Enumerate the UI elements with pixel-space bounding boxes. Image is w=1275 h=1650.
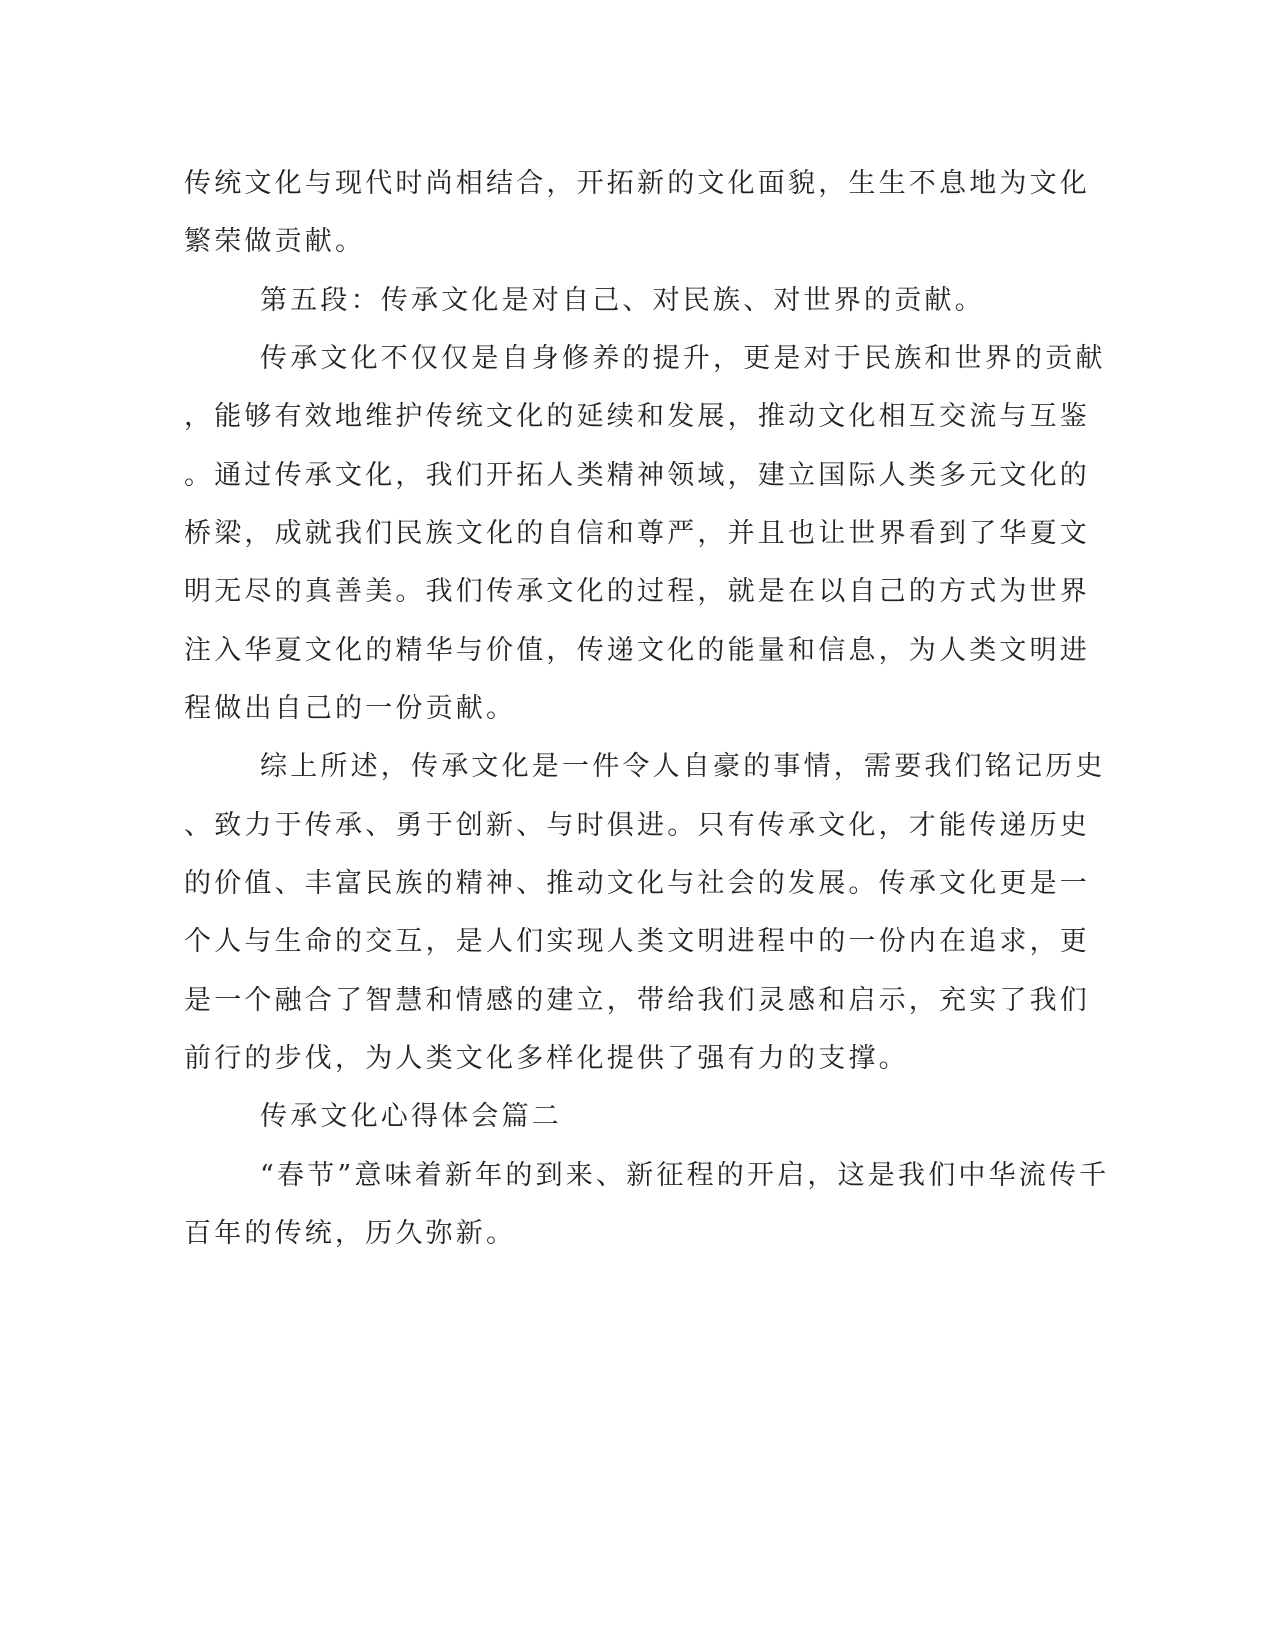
text-line: 个人与生命的交互，是人们实现人类文明进程中的一份内在追求，更	[184, 926, 1090, 957]
text-line: 是一个融合了智慧和情感的建立，带给我们灵感和启示，充实了我们	[184, 985, 1090, 1016]
text-line: 前行的步伐，为人类文化多样化提供了强有力的支撑。	[184, 1043, 909, 1074]
text-line: 繁荣做贡献。	[184, 226, 366, 257]
text-line: 传承文化不仅仅是自身修养的提升，更是对于民族和世界的贡献	[260, 343, 1106, 374]
text-line: 。通过传承文化，我们开拓人类精神领域，建立国际人类多元文化的	[184, 460, 1090, 491]
section-heading: 第五段：传承文化是对自己、对民族、对世界的贡献。	[260, 285, 985, 316]
text-line: 、致力于传承、勇于创新、与时俱进。只有传承文化，才能传递历史	[184, 810, 1090, 841]
text-line: 综上所述，传承文化是一件令人自豪的事情，需要我们铭记历史	[260, 751, 1106, 782]
text-line: “春节”意味着新年的到来、新征程的开启，这是我们中华流传千	[260, 1160, 1110, 1191]
text-line: 百年的传统，历久弥新。	[184, 1218, 517, 1249]
text-line: 桥梁，成就我们民族文化的自信和尊严，并且也让世界看到了华夏文	[184, 518, 1090, 549]
text-line: ，能够有效地维护传统文化的延续和发展，推动文化相互交流与互鉴	[184, 401, 1090, 432]
text-line: 程做出自己的一份贡献。	[184, 693, 517, 724]
text-line: 注入华夏文化的精华与价值，传递文化的能量和信息，为人类文明进	[184, 635, 1090, 666]
text-line: 传统文化与现代时尚相结合，开拓新的文化面貌，生生不息地为文化	[184, 168, 1090, 199]
section-title: 传承文化心得体会篇二	[260, 1101, 562, 1132]
text-line: 明无尽的真善美。我们传承文化的过程，就是在以自己的方式为世界	[184, 576, 1090, 607]
text-line: 的价值、丰富民族的精神、推动文化与社会的发展。传承文化更是一	[184, 868, 1090, 899]
